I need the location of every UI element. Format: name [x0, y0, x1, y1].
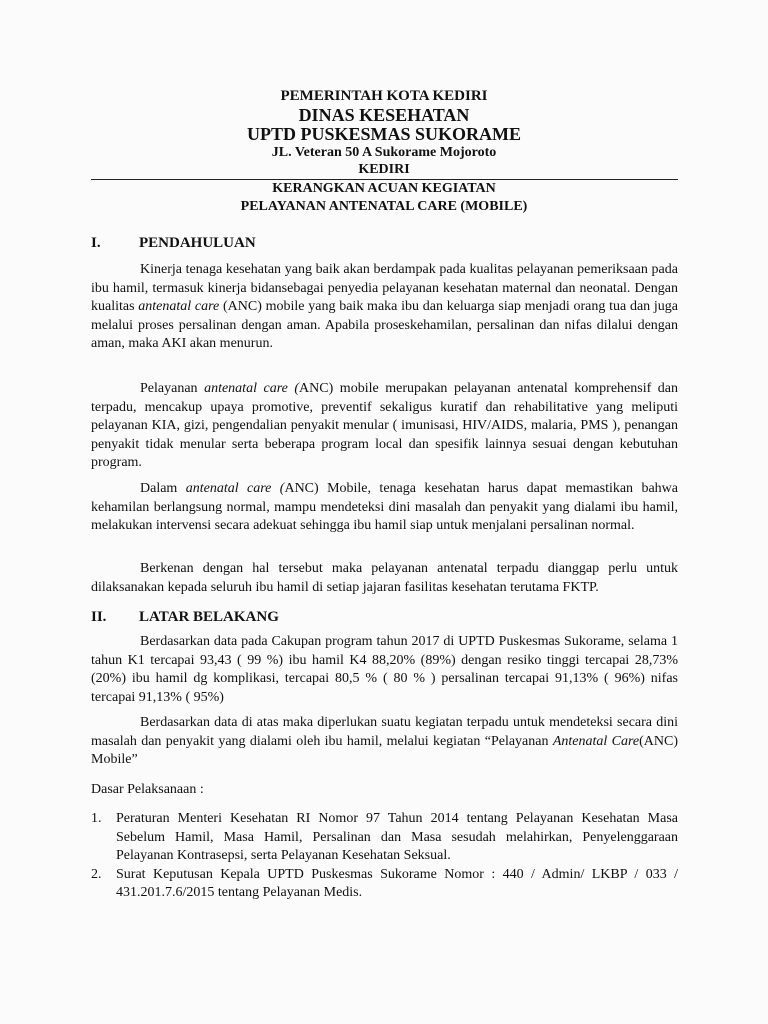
paragraph-dalam [91, 480, 678, 536]
list-item [91, 866, 678, 903]
paragraph-berdasarkan [91, 714, 678, 770]
list-text: Surat Keputusan Kepala UPTD Puskesmas Sukorame Nomor : 440 / Admin/ LKBP / 033 / 431.201.7.6/2015 tentang Pelayanan Medis. [116, 866, 678, 900]
document-subtitle: PELAYANAN ANTENATAL CARE (MOBILE) [240, 199, 528, 214]
italic-term: Antenatal Care [552, 733, 640, 749]
text-run: Berdasarkan data di atas maka diperlukan suatu kegiatan terpadu untuk mendeteksi secara dini masalah dan penyakit yang dialami oleh ibu hamil, melalui kegiatan “Pelayanan [91, 715, 678, 749]
header-institution: UPTD PUSKESMAS SUKORAME [246, 124, 522, 144]
italic-term: antenatal care ( [204, 381, 300, 396]
section-title: PENDAHULUAN [139, 235, 256, 251]
italic-term: antenatal care ( [185, 481, 285, 496]
section-heading-latar-belakang [91, 610, 279, 625]
text-run: Dalam [140, 481, 186, 496]
header-address: JL. Veteran 50 A Sukorame Mojoroto [271, 145, 497, 160]
list-text: Peraturan Menteri Kesehatan RI Nomor 97 Tahun 2014 tentang Pelayanan Kesehatan Masa Sebelum Hamil, Masa Hamil, Persalinan dan Masa sesudah melahirkan, Penyelenggaraan Pelayanan Kontrasepsi, serta Pelayanan Kesehatan Seksual. [116, 811, 678, 863]
dasar-pelaksanaan-label: Dasar Pelaksanaan : [91, 782, 204, 797]
header-department: DINAS KESEHATAN [298, 105, 470, 125]
italic-term: antenatal care [138, 299, 220, 314]
text-run: ANC) Mobile, tenaga kesehatan harus dapat memastikan bahwa kehamilan berlangsung normal, mampu mendeteksi dini masalah dan penyakit yang dialami ibu hamil, melakukan intervensi secara adekuat sehingga ibu hamil siap untuk menjalani persalinan normal. [91, 481, 679, 533]
text-run: (ANC) Mobile” [91, 733, 678, 767]
text-run: (ANC) mobile yang baik maka ibu dan keluarga siap menjadi orang tua dan juga melalui proses persalinan dengan aman. Apabila proseskehamilan, persalinan dan nifas dilalui dengan aman, maka AKI akan menurun. [91, 299, 679, 351]
paragraph-cakupan: Berdasarkan data pada Cakupan program tahun 2017 di UPTD Puskesmas Sukorame, selama 1 tahun K1 tercapai 93,43 ( 99 %) ibu hamil K4 88,20% (89%) dengan resiko tinggi tercapai 28,73% (20%) ibu hamil dg komplikasi, tercapai 80,5 % ( 80 % ) persalinan tercapai 91,13% ( 96%) nifas tercapai 91,13% ( 95%) [91, 634, 678, 705]
text-run: Kinerja tenaga kesehatan yang baik akan berdampak pada kualitas pelayanan pemeriksaan pada ibu hamil, termasuk kinerja bidansebagai penyedia pelayanan kesehatan maternal dan neonatal. Dengan kualitas [91, 262, 678, 314]
section-number: I. [91, 235, 101, 251]
text-run: ANC) mobile merupakan pelayanan antenatal komprehensif dan terpadu, mencakup upaya promotive, preventif sekaligus kuratif dan rehabilitative yang meliputi pelayanan KIA, gizi, pengendalian penyakit menular ( imunisasi, HIV/AIDS, malaria, PMS ), penangan penyakit tidak menular serta beberapa program local dan spesifik lainnya sesuai dengan kebutuhan program. [91, 381, 679, 470]
paragraph-berkenan: Berkenan dengan hal tersebut maka pelayanan antenatal terpadu dianggap perlu untuk dilaksanakan kepada seluruh ibu hamil di setiap jajaran fasilitas kesehatan terutama FKTP. [91, 561, 678, 595]
dasar-pelaksanaan-list [91, 810, 678, 903]
section-heading-pendahuluan [91, 236, 256, 251]
paragraph-pelayanan [91, 380, 678, 473]
header-divider [91, 179, 678, 180]
list-item [91, 810, 678, 866]
section-number: II. [91, 609, 107, 625]
list-number: 1. [91, 811, 102, 826]
header-city: KEDIRI [358, 162, 410, 177]
list-number: 2. [91, 866, 102, 882]
section-title: LATAR BELAKANG [139, 609, 279, 625]
header-government: PEMERINTAH KOTA KEDIRI [280, 88, 488, 104]
text-run: Pelayanan [140, 381, 205, 396]
document-title: KERANGKAN ACUAN KEGIATAN [272, 181, 496, 196]
paragraph-kinerja [91, 261, 678, 354]
